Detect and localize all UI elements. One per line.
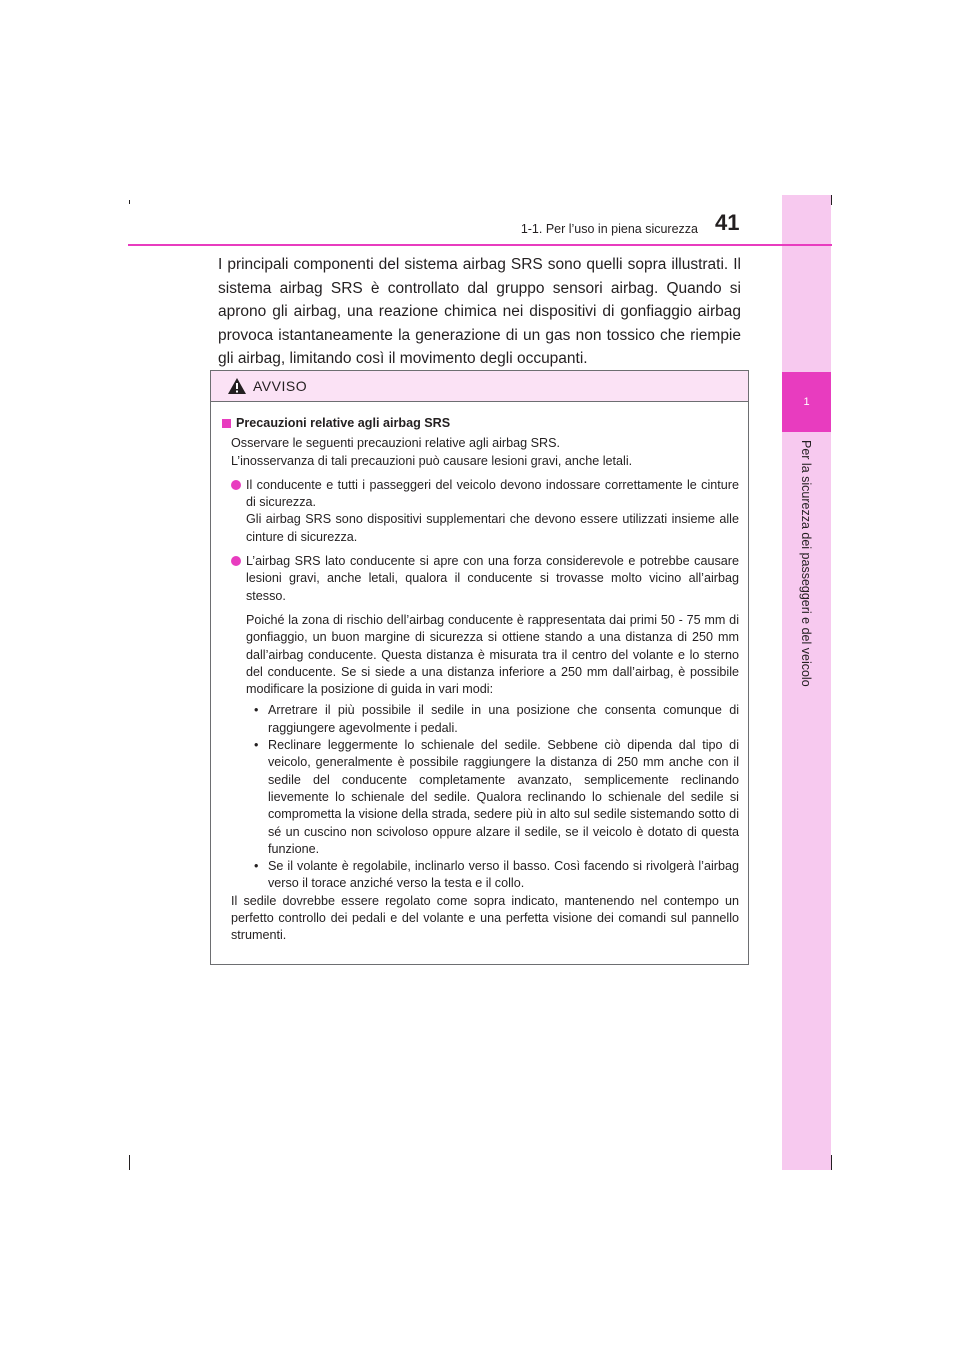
chapter-number: 1 xyxy=(782,372,831,432)
page-number: 41 xyxy=(715,210,740,235)
circle-bullet-icon xyxy=(231,556,241,566)
warning-lead-2: L’inosservanza di tali precauzioni può causare lesioni gravi, anche letali. xyxy=(231,453,633,468)
warning-bullet-1-text-b: Gli airbag SRS sono dispositivi supplementari che devono essere utilizzati insieme alle cinture di sicurezza. xyxy=(246,512,739,544)
crop-mark xyxy=(129,200,130,204)
chapter-title: Per la sicurezza dei passeggeri e del veicolo xyxy=(799,440,813,687)
warning-body xyxy=(211,402,748,945)
crop-mark xyxy=(129,1155,130,1170)
crop-mark xyxy=(831,195,832,205)
warning-bullet-2-text-b: Poiché la zona di rischio dell’airbag conducente è rappresentata dai primi 50 - 75 mm di gonfiaggio, un buon margine di sicurezza si ottiene stando a una distanza di 250 mm dall’airbag conducente. Questa distanza è misurata tra il centro del volante e lo sterno del conducente. Se si siede a una distanza inferiore a 250 mm dall’airbag, è possibile modificare la posizione di guida in vari modi: xyxy=(246,612,739,697)
header-rule xyxy=(128,244,832,246)
warning-header xyxy=(211,371,748,402)
sub-list-item-text: Se il volante è regolabile, inclinarlo verso il basso. Così facendo si rivolgerà l’airbag verso il torace anziché verso la testa e il collo. xyxy=(268,859,739,891)
warning-bullet-2 xyxy=(231,553,739,893)
circle-bullet-icon xyxy=(231,480,241,490)
warning-label: AVVISO xyxy=(253,378,308,394)
warning-bullet-1 xyxy=(231,477,739,546)
square-bullet-icon xyxy=(222,419,231,428)
warning-box xyxy=(210,370,749,965)
section-header-title: 1-1. Per l’uso in piena sicurezza xyxy=(520,222,698,236)
intro-paragraph: I principali componenti del sistema airbag SRS sono quelli sopra illustrati. Il sistema airbag SRS è controllato dal gruppo sensori airbag. Quando si aprono gli airbag, una reazione chimica nei dispositivi di gonfiaggio airbag provoca istantaneamente la generazione di un gas non tossico che riempie gli airbag, limitando così il movimento degli occupanti. xyxy=(218,256,741,367)
sub-list-item-text: Reclinare leggermente lo schienale del sedile. Sebbene ciò dipenda dal tipo di veicolo, generalmente è possibile raggiungere la distanza di 250 mm anche con il sedile del conducente completamente avanzato, semplicemente reclinando lievemente lo schienale del sedile. Qualora reclinando lo schienale del sedile si comprometta la visione della strada, sedere più in alto sul sedile sistemando sotto di sé un cuscino non scivoloso oppure alzare il sedile, se il veicolo è dotato di questa funzione. xyxy=(268,738,739,856)
warning-section-title-text: Precauzioni relative agli airbag SRS xyxy=(236,416,451,430)
warning-section-title xyxy=(222,415,739,432)
sub-list-item: • Arretrare il più possibile il sedile in una posizione che consenta comunque di raggiungere agevolmente i pedali. xyxy=(254,702,739,737)
crop-mark xyxy=(831,1155,832,1170)
sub-list xyxy=(254,702,739,892)
sub-list-item: • Reclinare leggermente lo schienale del sedile. Sebbene ciò dipenda dal tipo di veicolo, generalmente è possibile raggiungere la distanza di 250 mm anche con il sedile del conducente completamente avanzato, semplicemente reclinando lievemente lo schienale del sedile. Qualora reclinando lo schienale del sedile si comprometta la visione della strada, sedere più in alto sul sedile sistemando sotto di sé un cuscino non scivoloso oppure alzare il sedile, se il veicolo è dotato di questa funzione. xyxy=(254,737,739,858)
sub-list-item-text: Arretrare il più possibile il sedile in una posizione che consenta comunque di raggiungere agevolmente i pedali. xyxy=(268,703,739,735)
warning-bullet-1-text-a: Il conducente e tutti i passeggeri del veicolo devono indossare correttamente le cinture di sicurezza. xyxy=(246,477,739,510)
warning-lead-1: Osservare le seguenti precauzioni relative agli airbag SRS. xyxy=(231,436,561,451)
sub-list-item: • Se il volante è regolabile, inclinarlo verso il basso. Così facendo si rivolgerà l’airbag verso il torace anziché verso la testa e il collo. xyxy=(254,858,739,893)
warning-triangle-icon xyxy=(227,377,247,395)
warning-bullet-2-text-a: L’airbag SRS lato conducente si apre con una forza considerevole e potrebbe causare lesioni gravi, anche letali, qualora il conducente si trovasse molto vicino all’airbag stesso. xyxy=(246,554,739,603)
warning-closing: Il sedile dovrebbe essere regolato come sopra indicato, mantenendo nel contempo un perfetto controllo dei pedali e del volante e una perfetta visione dei comandi sul pannello strumenti. xyxy=(231,893,739,943)
